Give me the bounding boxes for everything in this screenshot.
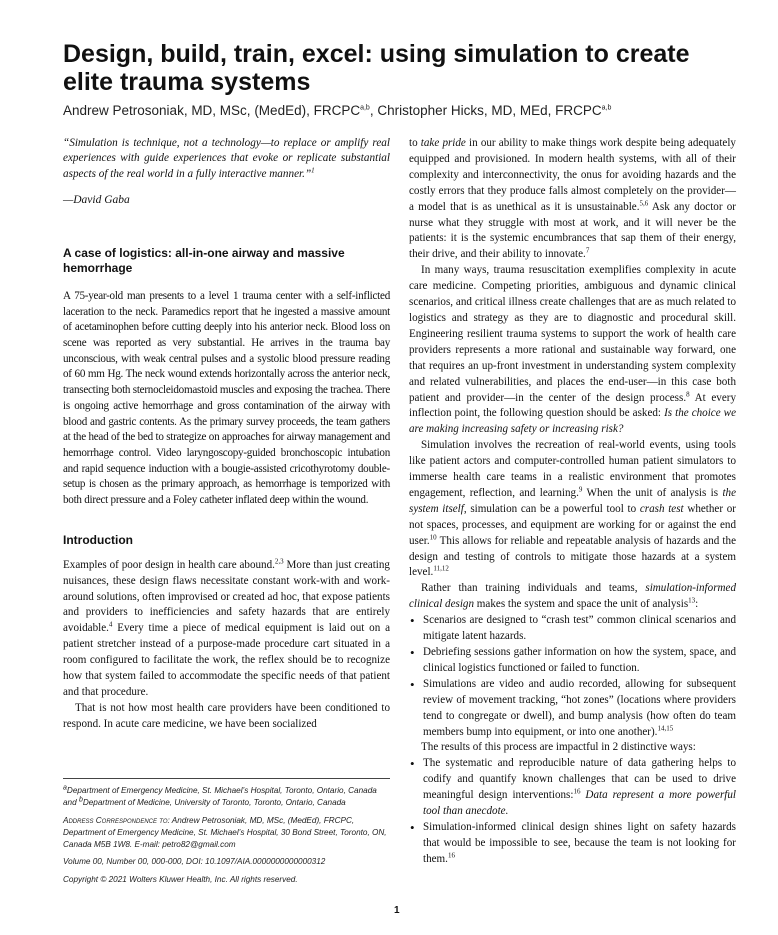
text-run: Examples of poor design in health care abound. (63, 558, 275, 571)
text-run: whether or not spaces, processes, and equipment are working for or against the end user. (409, 502, 736, 547)
text-run: Department of Emergency Medicine, St. Michael’s Hospital, Toronto, Ontario, Canada and (63, 786, 377, 808)
citation-ref: 11,12 (433, 564, 449, 573)
section-heading: A case of logistics: all-in-one airway and massive hemorrhage (63, 245, 345, 275)
citation-ref: 16 (447, 851, 455, 860)
bullet-list (409, 756, 736, 867)
text-run: in our ability to make things work despite being adequately equipped and provisioned. In modern health systems, with all of their complexity and interconnectivity, the onus for avoiding hazards and the costly errors that they produce falls almost completely on the provider—a model that is as unethical as it is unsustainable. (409, 137, 736, 213)
list-item: • Debriefing sessions gather information on how the system, space, and clinical logistics functioned or failed to function. (423, 645, 736, 677)
text-run: Ask any doctor or nurse what they struggle with most at work, and it will never be the patients: it is the systemic encumbrances that sap them of their energy, their drive, and their ability to innovate. (409, 200, 736, 261)
left-column (63, 136, 390, 733)
volume-info: Volume 00, Number 00, 000-000, DOI: 10.1097/AIA.0000000000000312 (63, 857, 326, 867)
citation-ref: 10 (429, 532, 437, 541)
footnotes (63, 778, 390, 891)
text-run: More than just creating nuisances, these design flaws necessitate constant work-with and work-around solutions, often improvised or created ad hoc, that expose patients and providers to inefficiencies and safety hazards that are entirely avoidable. (63, 558, 390, 635)
list-item (423, 756, 736, 820)
text-run: At every inflection point, the following question should be asked: (409, 391, 736, 420)
right-column (409, 136, 736, 868)
text-run: The systematic and reproducible nature of data gathering helps to codify and quantify known challenges that can be used to drive meaningful design interventions: (423, 757, 736, 802)
text-run: makes the system and space the unit of analysis (474, 598, 689, 611)
text-run: Department of Medicine, University of Toronto, Toronto, Ontario, Canada (82, 798, 346, 808)
author-separator: , (369, 103, 378, 118)
section-heading: Introduction (63, 532, 133, 547)
citation-ref: 2,3 (274, 557, 284, 566)
body-paragraph (409, 438, 736, 581)
intro-paragraph: That is not how most health care providers have been conditioned to respond. In acute care medicine, we have been socialized (63, 701, 390, 730)
affiliation-marker: a,b (601, 104, 612, 112)
text-run: Simulation involves the recreation of real-world events, using tools like patient actors and computer-controlled human patient simulators to immerse health care teams in a realistic environment that promotes engagement, reflection, and learning. (409, 439, 736, 499)
citation-ref: 4 (108, 620, 113, 629)
author-name: Christopher Hicks, MD, MEd, FRCPC (377, 103, 602, 118)
citation-ref: 7 (585, 246, 590, 255)
body-paragraph (409, 263, 736, 438)
author-name: Andrew Petrosoniak, MD, MSc, (MedEd), FRCPC (63, 103, 361, 118)
body-paragraph: The results of this process are impactful in 2 distinctive ways: (421, 741, 696, 754)
emphasis: Data represent a more powerful tool than anecdote. (423, 789, 736, 818)
citation-ref: 9 (578, 485, 583, 494)
author-line (63, 103, 753, 118)
text-run: , simulation can be a powerful tool to (463, 502, 640, 515)
copyright: Copyright © 2021 Wolters Kluwer Health, Inc. All rights reserved. (63, 874, 298, 884)
address-label: Address Correspondence to: (63, 815, 170, 825)
citation-ref: 16 (573, 787, 581, 796)
text-run: Rather than training individuals and teams, (421, 582, 646, 595)
text-run: : (695, 598, 699, 611)
citation-ref: 5,6 (639, 198, 649, 207)
citation-ref: 1 (311, 165, 315, 174)
text-run: When the unit of analysis is (582, 486, 723, 499)
text-run: Andrew Petrosoniak, MD, MSc, (MedEd), FRCPC, Department of Emergency Medicine, St. Michael’s Hospital, 30 Bond Street, Toronto, ON, Canada M5B 1W8. E-mail: petro82@gmail.com (63, 815, 387, 850)
case-paragraph: A 75-year-old man presents to a level 1 trauma center with a self-inflicted laceration to the neck. Paramedics report that he ingested a massive amount of acetaminophen before cutting deeply into his anterior neck. Blood loss on scene was reported as very substantial. He arrives in the trauma bay unconscious, with weak central pulses and a systolic blood pressure reading of 60 mm Hg. The neck wound extends horizontally across the anterior neck, transecting both sternocleidomastoid muscles and exposing the trachea. There is ongoing active hemorrhage and gross contamination of the airway with blood and gastric contents. As the primary survey proceeds, the team gathers at the head of the bed to strategize on approaches for airway management and hemorrhage control. Video laryngoscopy-guided bronchoscopic intubation and rapid sequence induction with a bougie-assisted cricothyrotomy double-setup is chosen as the primary approach, as hemorrhage is temporized with both direct pressure and a Foley catheter inflated deep within the wound. (63, 289, 390, 507)
correspondence-address (63, 815, 390, 852)
emphasis: simulation-informed clinical design (409, 582, 736, 611)
epigraph-text: “Simulation is technique, not a technology—to replace or amplify real experiences with guide experiences that evoke or replicate substantial aspects of the real world in a fully interactive manner.” (63, 137, 390, 180)
affiliation-marker: a,b (360, 104, 370, 112)
page-number: 1 (394, 905, 400, 916)
article-title: Design, build, train, excel: using simulation to create elite trauma systems (63, 40, 690, 96)
body-paragraph (409, 136, 736, 263)
text-run: to (409, 137, 421, 149)
text-run: Every time a piece of medical equipment is laid out on a patient stretcher instead of a purpose-made procedure cart situated in a room configured to facilitate the work, the reflex should be to recognize how that system failed to accommodate the specific needs of that patient and that procedure. (63, 622, 390, 698)
emphasis: crash test (639, 502, 684, 515)
citation-ref: 14,15 (657, 723, 674, 732)
list-item: • Scenarios are designed to “crash test” common clinical scenarios and mitigate latent hazards. (423, 613, 736, 645)
emphasis: the system itself (409, 486, 736, 515)
text-run: Simulation-informed clinical design shines light on safety hazards that would be impossible to see, because the team is not looking for them. (423, 820, 736, 865)
bullet-list (409, 613, 736, 740)
epigraph-attribution: —David Gaba (63, 193, 130, 206)
affiliations (63, 785, 390, 810)
text-run: In many ways, trauma resuscitation exemplifies complexity in acute care medicine. Competing priorities, ambiguous and dynamic clinical scenarios, and critical illness create challenges that are as much related to logistics and strategy as they are to diagnostic and procedural skill. Engineering resilient trauma systems to support the work of health care providers represents a more rational and sustainable way forward, one that requires an up-front investment in understanding system complexity and related vulnerabilities, and places the end-user—in this case both patient and provider—in the center of the design process. (409, 264, 736, 404)
list-item (423, 820, 736, 868)
citation-ref: 13 (688, 596, 696, 605)
affiliation-marker: b (78, 796, 83, 804)
intro-paragraph (63, 558, 390, 701)
body-paragraph (409, 581, 736, 613)
affiliation-marker: a (63, 784, 67, 792)
text-run: This allows for reliable and repeatable analysis of hazards and the design and testing of controls to mitigate those hazards at a system level. (409, 534, 736, 579)
emphasis: Is the choice we are making increasing safety or increasing risk? (409, 407, 737, 436)
epigraph-quote (63, 136, 390, 182)
text-run: Simulations are video and audio recorded, allowing for subsequent review of movement tracking, “hot zones” (locations where providers tend to congregate or dwell), and bump analysis (how often do team members bump into equipment, or into one another). (423, 677, 736, 738)
list-item (423, 677, 736, 741)
emphasis: take pride (420, 137, 466, 149)
citation-ref: 8 (686, 389, 690, 398)
